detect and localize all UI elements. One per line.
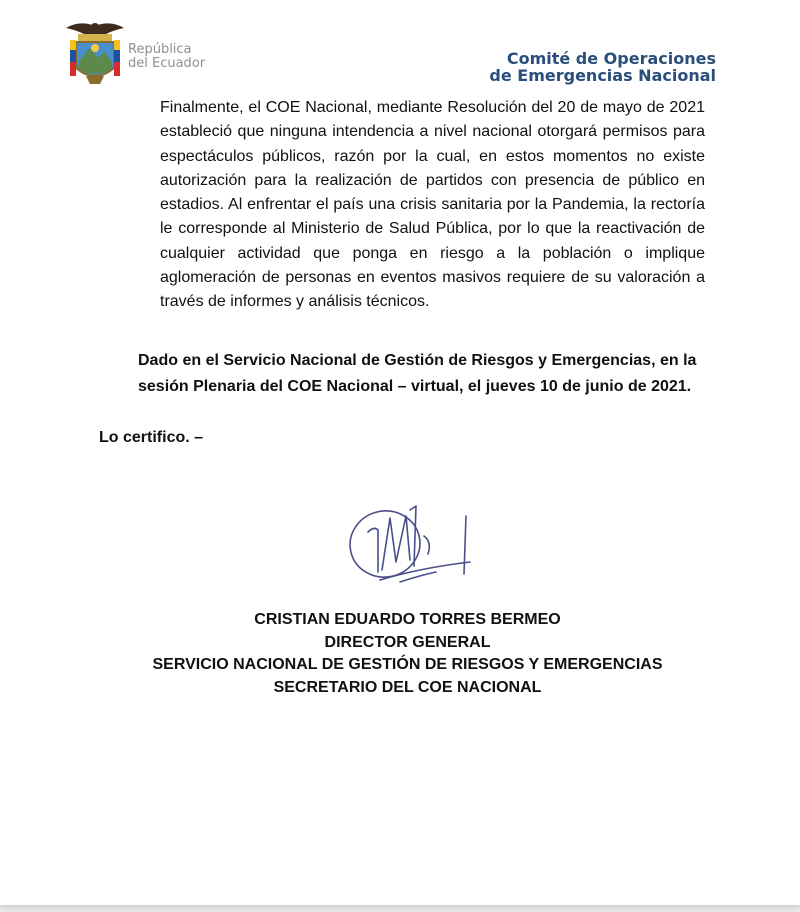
committee-line-2: de Emergencias Nacional [489,66,716,85]
signer-title: DIRECTOR GENERAL [324,633,491,651]
body-paragraph: Finalmente, el COE Nacional, mediante Resolución del 20 de mayo de 2021 estableció que ninguna intendencia a nivel nacional otorgará permisos para espectáculos públicos, razón por la cual, en estos momentos no existe autorización para la realización de partidos con presencia de público en estadios. Al enfrentar el país una crisis sanitaria por la Pandemia, la rectoría le corresponde al Ministerio de Salud Pública, por lo que la reactivación de cualquier actividad que ponga en riesgo a la población o implique aglomeración de personas en eventos masivos requiere de su valoración a través de informes y análisis técnicos. [160,99,705,311]
signer-organization: SERVICIO NACIONAL DE GESTIÓN DE RIESGOS Y EMERGENCIAS [152,656,663,673]
handwritten-signature [340,496,475,596]
signer-role: SECRETARIO DEL COE NACIONAL [273,678,542,696]
letterhead [0,0,800,100]
committee-line-1: Comité de Operaciones [506,49,716,68]
given-statement: Dado en el Servicio Nacional de Gestión de Riesgos y Emergencias, en la sesión Plenaria del COE Nacional – virtual, el jueves 10 de junio de 2021. [138,352,697,395]
certification-line: Lo certifico. – [99,429,204,446]
signer-name: CRISTIAN EDUARDO TORRES BERMEO [254,611,561,628]
republic-line-1: República [128,42,192,57]
republic-wordmark [128,43,205,71]
signer-block [0,609,800,699]
coat-of-arms-icon [64,18,126,88]
committee-title [489,50,716,84]
republic-line-2: del Ecuador [128,56,206,71]
